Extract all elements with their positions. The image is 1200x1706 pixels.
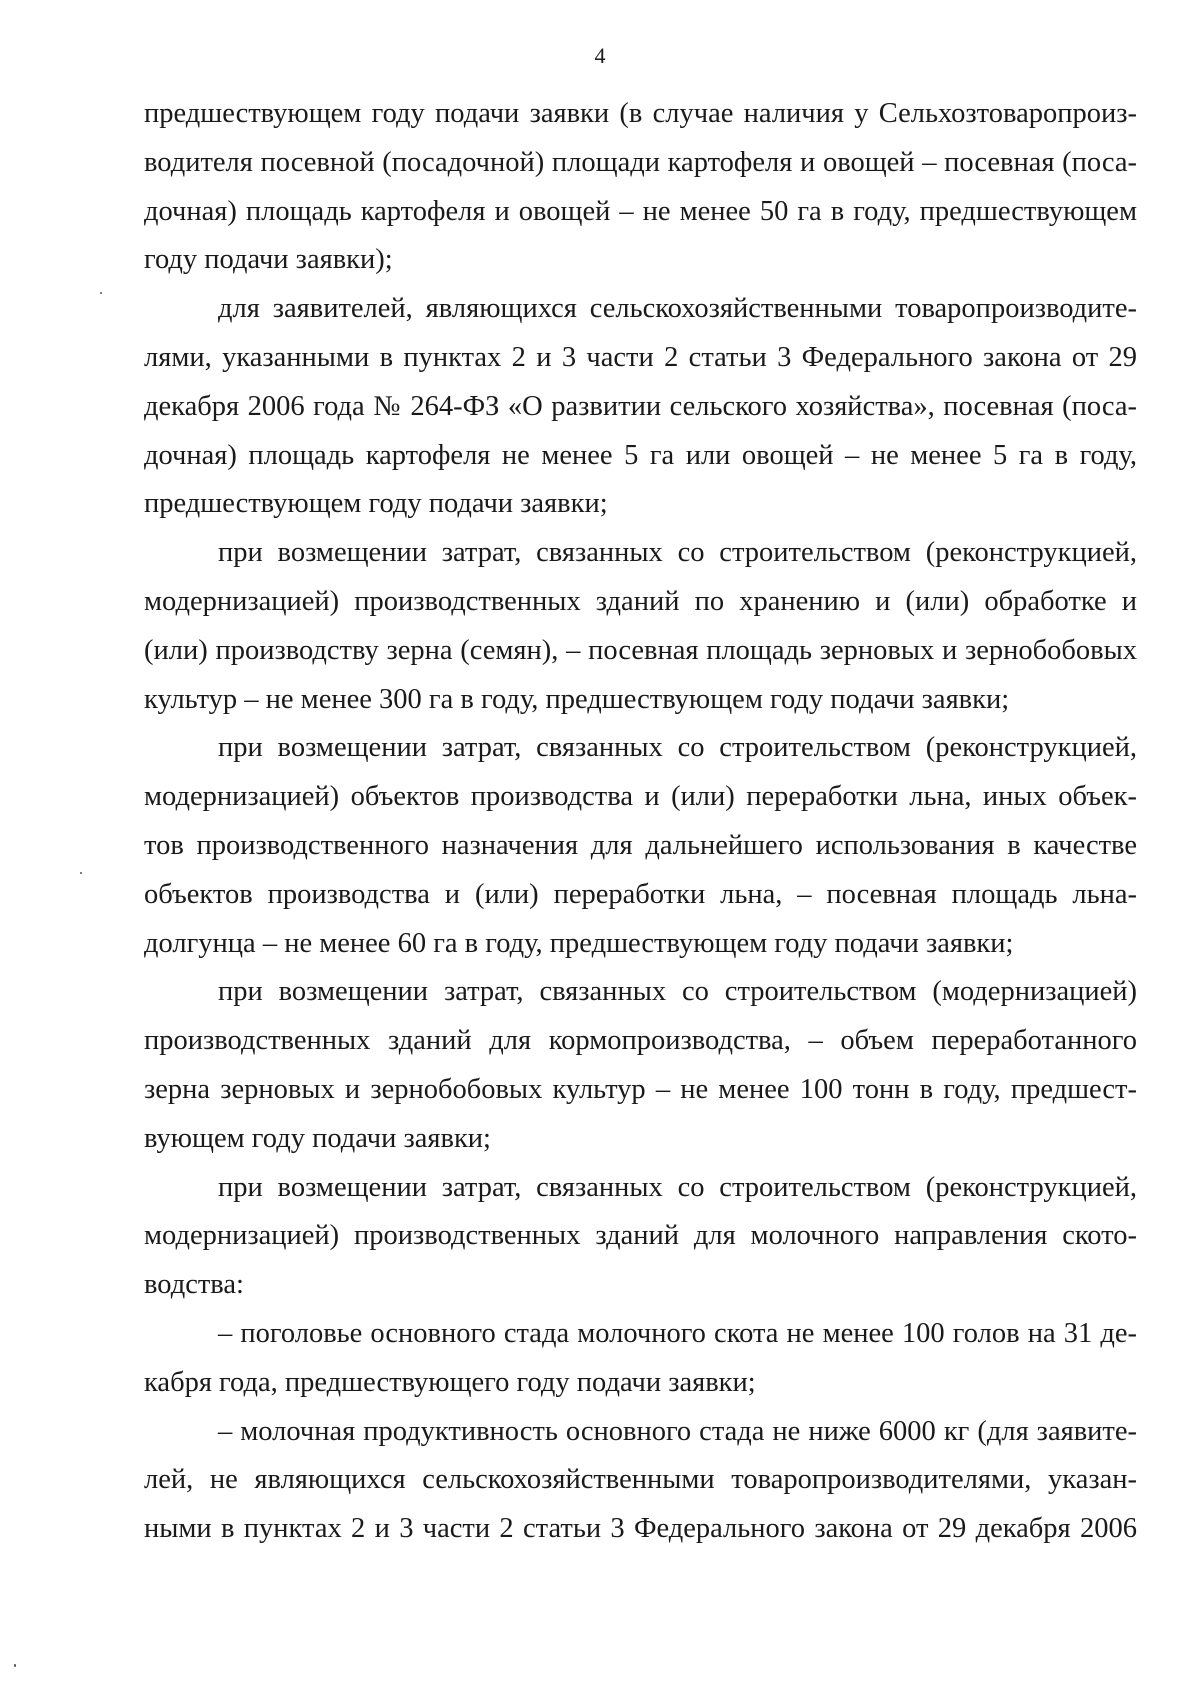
text-line: дочная) площадь картофеля и овощей – не менее 50 га в году, предшествующем — [144, 195, 1137, 227]
text-line: модернизацией) производственных зданий для молочного направления ското- — [144, 1220, 1137, 1252]
text-line: тов производственного назначения для дальнейшего использования в качестве — [144, 829, 1137, 861]
text-line: при возмещении затрат, связанных со строительством (модернизацией) — [218, 976, 1137, 1008]
paragraph — [144, 529, 1137, 724]
text-line: производственных зданий для кормопроизводства, – объем переработанного — [144, 1025, 1137, 1057]
text-line: (или) производству зерна (семян), – посевная площадь зерновых и зернобобовых — [144, 634, 1137, 666]
paragraph — [144, 968, 1137, 1163]
text-line: при возмещении затрат, связанных со строительством (реконструкцией, — [218, 537, 1137, 569]
text-line: предшествующем году подачи заявки; — [144, 488, 608, 520]
text-line: долгунца – не менее 60 га в году, предшествующем году подачи заявки; — [144, 927, 1014, 959]
text-line: водства: — [144, 1269, 244, 1301]
text-line: – молочная продуктивность основного стада не ниже 6000 кг (для заявите- — [218, 1415, 1137, 1447]
paragraph — [144, 724, 1137, 968]
text-line: кабря года, предшествующего году подачи заявки; — [144, 1366, 756, 1398]
paragraph — [144, 1164, 1137, 1310]
scan-speck — [80, 872, 82, 874]
text-line: году подачи заявки); — [144, 244, 393, 276]
text-line: при возмещении затрат, связанных со строительством (реконструкцией, — [218, 732, 1137, 764]
text-line: модернизацией) производственных зданий по хранению и (или) обработке и — [144, 585, 1137, 617]
text-line: зерна зерновых и зернобобовых культур – не менее 100 тонн в году, предшест- — [144, 1073, 1137, 1105]
text-line: модернизацией) объектов производства и (или) переработки льна, иных объек- — [144, 781, 1137, 813]
paragraph — [144, 285, 1137, 529]
paragraph — [144, 1408, 1137, 1554]
page-number: 4 — [594, 43, 606, 68]
scan-speck — [100, 292, 102, 294]
text-line: ными в пунктах 2 и 3 части 2 статьи 3 Федерального закона от 29 декабря 2006 — [144, 1513, 1137, 1545]
scan-speck — [14, 1664, 16, 1667]
document-body — [144, 90, 1137, 1554]
text-line: объектов производства и (или) переработки льна, – посевная площадь льна- — [144, 878, 1137, 910]
text-line: лями, указанными в пунктах 2 и 3 части 2 статьи 3 Федерального закона от 29 — [144, 341, 1137, 373]
text-line: вующем году подачи заявки; — [144, 1122, 491, 1154]
text-line: водителя посевной (посадочной) площади картофеля и овощей – посевная (поса- — [144, 146, 1137, 178]
paragraph — [144, 1310, 1137, 1408]
text-line: декабря 2006 года № 264-ФЗ «О развитии сельского хозяйства», посевная (поса- — [144, 390, 1137, 422]
text-line: культур – не менее 300 га в году, предшествующем году подачи заявки; — [144, 683, 1010, 715]
text-line: дочная) площадь картофеля не менее 5 га или овощей – не менее 5 га в году, — [144, 439, 1137, 471]
text-line: при возмещении затрат, связанных со строительством (реконструкцией, — [218, 1171, 1137, 1203]
text-line: лей, не являющихся сельскохозяйственными товаропроизводителями, указан- — [144, 1464, 1137, 1496]
text-line: предшествующем году подачи заявки (в случае наличия у Сельхозтоваропроиз- — [144, 98, 1137, 129]
text-line: – поголовье основного стада молочного скота не менее 100 голов на 31 де- — [218, 1317, 1137, 1349]
paragraph — [144, 90, 1137, 285]
text-line: для заявителей, являющихся сельскохозяйственными товаропроизводите- — [218, 293, 1137, 325]
